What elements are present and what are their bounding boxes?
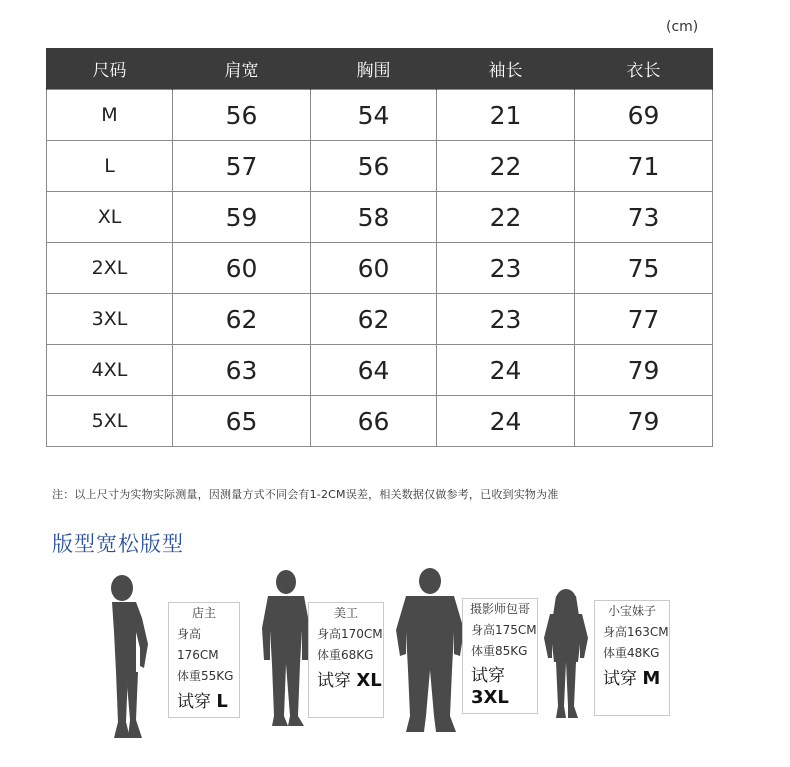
model-height: 身高176CM [177, 627, 219, 662]
cell-sleeve: 23 [437, 294, 575, 345]
model-role: 店主 [191, 606, 216, 620]
table-row [47, 294, 713, 345]
fit-title: 版型宽松版型 [52, 532, 184, 556]
cell-sleeve: 24 [437, 396, 575, 447]
model-role: 摄影师包哥 [469, 602, 530, 616]
model-height: 身高175CM [471, 623, 537, 637]
model-try [471, 666, 537, 709]
try-size: XL [356, 670, 382, 691]
cell-shoulder: 63 [173, 345, 311, 396]
cell-chest: 56 [311, 141, 437, 192]
try-label: 试穿 [177, 692, 211, 712]
cell-sleeve: 23 [437, 243, 575, 294]
cell-length: 73 [575, 192, 713, 243]
cell-size: XL [47, 192, 173, 243]
cell-chest: 54 [311, 90, 437, 141]
cell-length: 69 [575, 90, 713, 141]
cell-shoulder: 59 [173, 192, 311, 243]
table-row [47, 345, 713, 396]
cell-chest: 60 [311, 243, 437, 294]
cell-length: 71 [575, 141, 713, 192]
cell-size: 3XL [47, 294, 173, 345]
try-label: 试穿 [603, 669, 637, 689]
try-size: L [216, 691, 228, 712]
cell-chest: 64 [311, 345, 437, 396]
model-weight: 体重68KG [317, 648, 374, 662]
model-card-1 [168, 602, 240, 718]
cell-chest: 66 [311, 396, 437, 447]
cell-sleeve: 22 [437, 141, 575, 192]
model-height: 身高163CM [603, 625, 669, 639]
cell-shoulder: 62 [173, 294, 311, 345]
table-row [47, 141, 713, 192]
cell-length: 77 [575, 294, 713, 345]
table-row [47, 192, 713, 243]
try-label: 试穿 [317, 671, 351, 691]
header-size: 尺码 [47, 48, 173, 90]
model-silhouette-1 [96, 572, 166, 748]
measurement-note: 注：以上尺寸为实物实际测量，因测量方式不同会有1-2CM误差，相关数据仅做参考，已收到实物为准 [52, 488, 559, 501]
cell-size: 5XL [47, 396, 173, 447]
model-card-4 [594, 600, 670, 716]
try-size: M [642, 668, 661, 689]
cell-length: 79 [575, 396, 713, 447]
cell-chest: 58 [311, 192, 437, 243]
cell-sleeve: 21 [437, 90, 575, 141]
model-role: 小宝妹子 [607, 604, 656, 618]
table-row [47, 243, 713, 294]
model-card-3 [462, 598, 538, 714]
header-chest: 胸围 [311, 48, 437, 90]
model-try [603, 668, 669, 690]
cell-chest: 62 [311, 294, 437, 345]
model-silhouette-3 [394, 566, 466, 736]
cell-sleeve: 24 [437, 345, 575, 396]
header-shoulder: 肩宽 [173, 48, 311, 90]
header-length: 衣长 [575, 48, 713, 90]
table-row [47, 90, 713, 141]
model-card-2 [308, 602, 384, 718]
cell-shoulder: 57 [173, 141, 311, 192]
model-weight: 体重48KG [603, 646, 660, 660]
cell-size: 2XL [47, 243, 173, 294]
try-size: 3XL [471, 687, 509, 708]
cell-length: 79 [575, 345, 713, 396]
model-weight: 体重55KG [177, 669, 234, 683]
cell-length: 75 [575, 243, 713, 294]
cell-size: 4XL [47, 345, 173, 396]
cell-size: M [47, 90, 173, 141]
model-silhouette-2 [258, 568, 314, 728]
cell-size: L [47, 141, 173, 192]
model-role: 美工 [333, 606, 358, 620]
model-try [317, 670, 383, 692]
model-weight: 体重85KG [471, 644, 528, 658]
model-height: 身高170CM [317, 627, 383, 641]
cell-shoulder: 56 [173, 90, 311, 141]
model-try [177, 691, 239, 713]
cell-shoulder: 65 [173, 396, 311, 447]
table-row [47, 396, 713, 447]
cell-shoulder: 60 [173, 243, 311, 294]
size-table [46, 48, 713, 447]
model-silhouette-4 [542, 588, 590, 722]
unit-label: (cm) [666, 19, 699, 35]
table-header-row [47, 48, 713, 90]
cell-sleeve: 22 [437, 192, 575, 243]
header-sleeve: 袖长 [437, 48, 575, 90]
try-label: 试穿 [471, 666, 505, 686]
